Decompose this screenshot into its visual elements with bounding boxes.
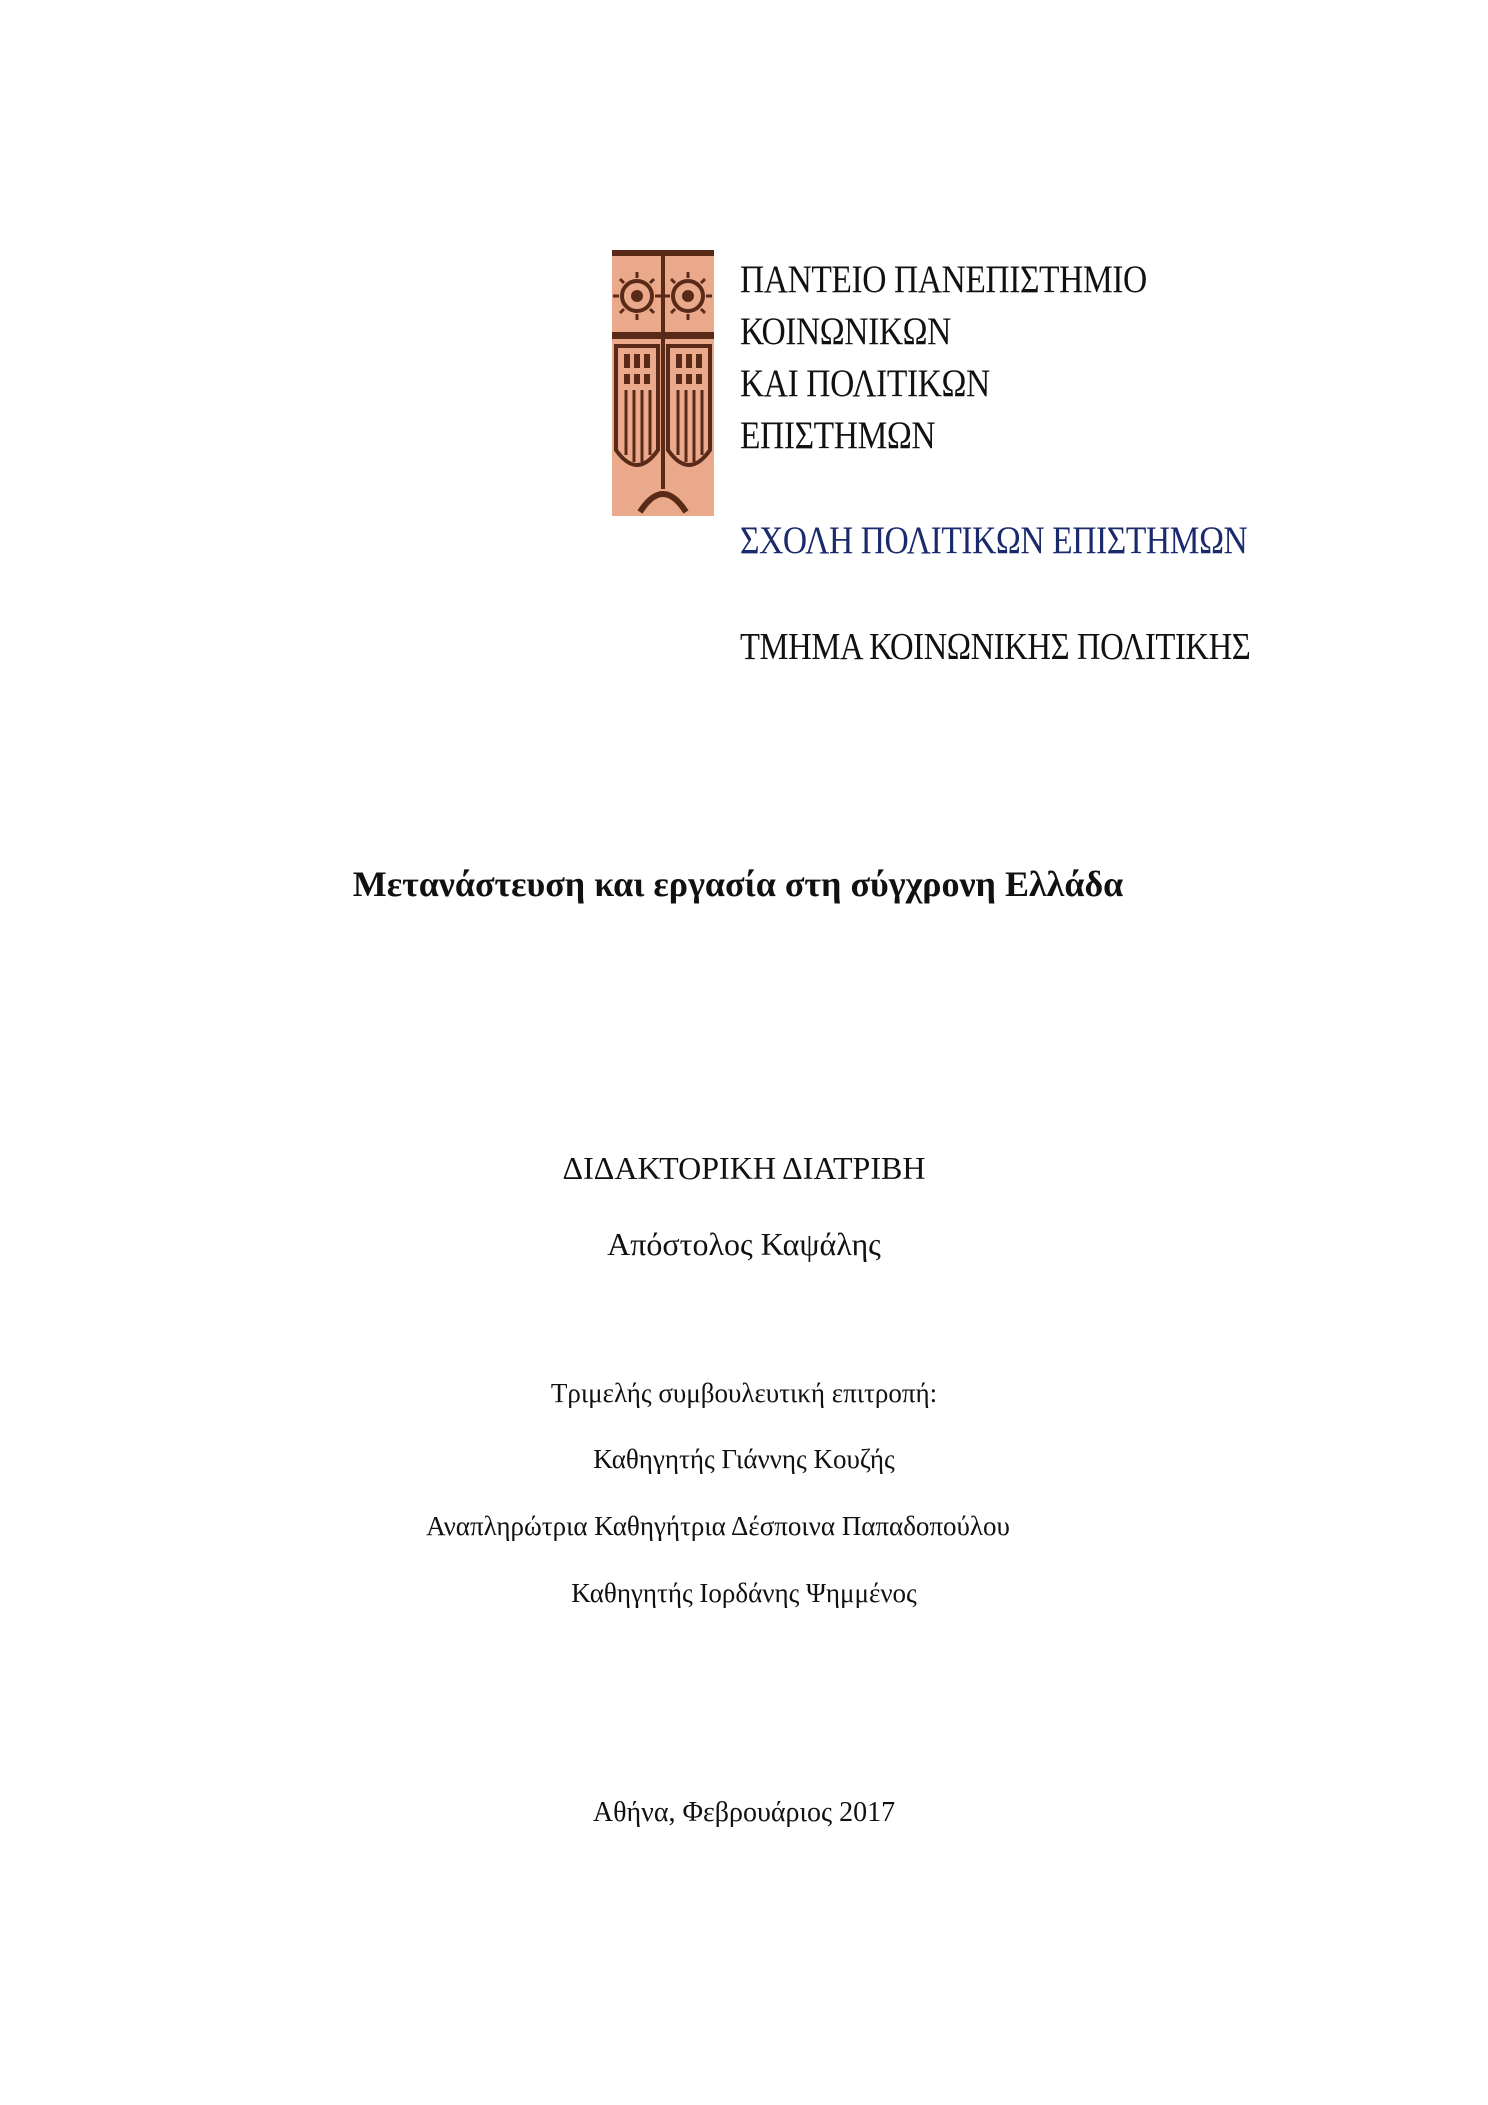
university-name-line: ΚΑΙ ΠΟΛΙΤΙΚΩΝ bbox=[740, 362, 990, 405]
author-name: Απόστολος Καψάλης bbox=[607, 1226, 881, 1262]
thesis-title bbox=[0, 862, 1488, 906]
department-name: ΤΜΗΜΑ ΚΟΙΝΩΝΙΚΗΣ ΠΟΛΙΤΙΚΗΣ bbox=[740, 626, 1251, 668]
school-name: ΣΧΟΛΗ ΠΟΛΙΤΙΚΩΝ ΕΠΙΣΤΗΜΩΝ bbox=[740, 519, 1248, 562]
university-name-line: ΚΟΙΝΩΝΙΚΩΝ bbox=[740, 310, 951, 353]
committee-member: Καθηγητής Γιάννης Κουζής bbox=[593, 1444, 895, 1474]
document-type: ΔΙΔΑΚΤΟΡΙΚΗ ΔΙΑΤΡΙΒΗ bbox=[562, 1150, 926, 1186]
university-name bbox=[740, 254, 1147, 462]
place-and-date: Αθήνα, Φεβρουάριος 2017 bbox=[592, 1797, 896, 1828]
committee-member: Καθηγητής Ιορδάνης Ψημμένος bbox=[571, 1578, 917, 1608]
committee-heading: Τριμελής συμβουλευτική επιτροπή: bbox=[550, 1378, 938, 1408]
thesis-title-text: Μετανάστευση και εργασία στη σύγχρονη Ελλάδα bbox=[352, 864, 1124, 904]
university-name-line: ΠΑΝΤΕΙΟ ΠΑΝΕΠΙΣΤΗΜΙΟ bbox=[740, 258, 1147, 301]
university-name-line: ΕΠΙΣΤΗΜΩΝ bbox=[740, 414, 936, 457]
committee-member: Αναπληρώτρια Καθηγήτρια Δέσποινα Παπαδοπούλου bbox=[426, 1511, 1010, 1541]
university-emblem-icon bbox=[612, 250, 714, 516]
